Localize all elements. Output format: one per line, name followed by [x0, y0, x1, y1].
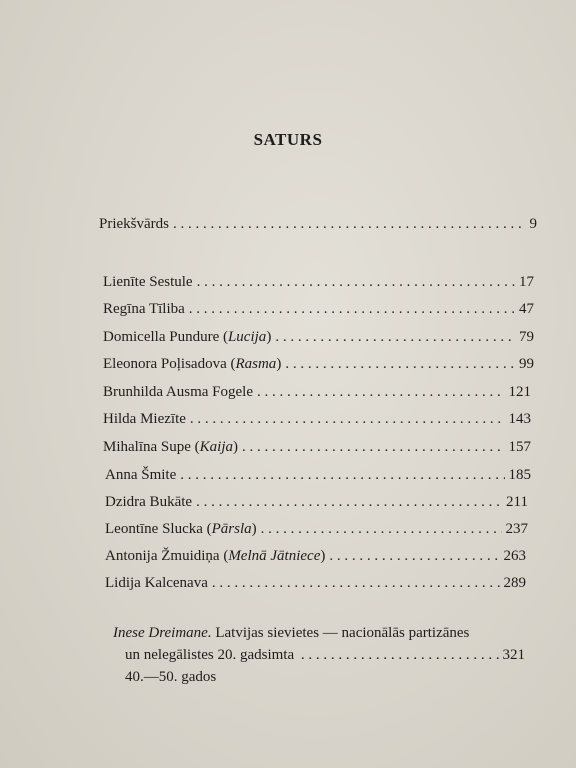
- toc-entry: [105, 494, 528, 511]
- toc-entry-label: Hilda Miezīte: [103, 411, 186, 427]
- toc-entry-label: Anna Šmite: [105, 467, 177, 483]
- toc-page-number: 289: [503, 575, 526, 591]
- essay-author: Inese Dreimane.: [113, 625, 212, 641]
- toc-entry-label: Priekšvārds: [99, 216, 169, 232]
- toc-leader-dots: [196, 494, 502, 511]
- toc-leader-dots: [189, 301, 515, 318]
- toc-entry-label: Dzidra Bukāte: [105, 494, 193, 510]
- toc-entry: [103, 384, 531, 401]
- toc-leader-dots: [212, 575, 500, 592]
- toc-entry: [103, 439, 531, 456]
- toc-entry-label: Domicella Pundure (Lucija): [103, 329, 272, 345]
- toc-page-number: 79: [519, 329, 534, 345]
- toc-entry-label: Leontīne Slucka (Pārsla): [105, 521, 257, 537]
- toc-leader-dots: [285, 356, 515, 373]
- toc-leader-dots: [173, 216, 526, 233]
- toc-page-number: 17: [519, 274, 534, 290]
- toc-entry-label: Lidija Kalcenava: [105, 575, 208, 591]
- toc-leader-dots: [197, 274, 515, 291]
- toc-entry-label: Regīna Tīliba: [103, 301, 185, 317]
- toc-page-number: 121: [508, 384, 531, 400]
- toc-entry: [103, 411, 531, 428]
- toc-leader-dots: [275, 329, 515, 346]
- toc-entry-label: Antonija Žmuidiņa (Melnā Jātniece): [105, 548, 326, 564]
- toc-entry: [105, 548, 526, 565]
- toc-page-number: 157: [508, 439, 531, 455]
- toc-entry-label: Mihalīna Supe (Kaija): [103, 439, 238, 455]
- toc-page-number: 9: [529, 216, 537, 232]
- toc-entry-label: Lienīte Sestule: [103, 274, 193, 290]
- essay-title-line2: un nelegālistes 20. gadsimta 40.—50. gados . . . 321: [113, 644, 525, 688]
- toc-leader-dots: [329, 548, 499, 565]
- toc-page-number: 321: [502, 647, 525, 663]
- toc-entry: [103, 329, 534, 346]
- toc-leader-dots: [180, 467, 504, 484]
- toc-entry: [105, 521, 528, 538]
- toc-leader-dots: [301, 644, 499, 666]
- toc-entry: [105, 575, 526, 592]
- page-title: SATURS: [253, 130, 323, 149]
- toc-leader-dots: [190, 411, 505, 428]
- toc-entry: [103, 274, 534, 291]
- toc-entry: [103, 301, 534, 318]
- toc-leader-dots: [257, 384, 505, 401]
- toc-page-number: 211: [506, 494, 528, 510]
- toc-entry: [103, 356, 534, 373]
- toc-leader-dots: [261, 521, 502, 538]
- toc-page-number: 263: [503, 548, 526, 564]
- toc-entry-label: Eleonora Poļisadova (Rasma): [103, 356, 282, 372]
- toc-page-number: 237: [505, 521, 528, 537]
- toc-entry-label: Brunhilda Ausma Fogele: [103, 384, 253, 400]
- toc-entry-preface: [99, 216, 537, 233]
- toc-entry: [105, 467, 531, 484]
- toc-leader-dots: [242, 439, 505, 456]
- essay-title-line1: Inese Dreimane. Latvijas sievietes — nacionālās partizānes: [113, 625, 470, 641]
- toc-entry-essay: [113, 622, 525, 688]
- toc-page-number: 47: [519, 301, 534, 317]
- toc-page-number: 185: [508, 467, 531, 483]
- toc-page-number: 99: [519, 356, 534, 372]
- toc-page-number: 143: [508, 411, 531, 427]
